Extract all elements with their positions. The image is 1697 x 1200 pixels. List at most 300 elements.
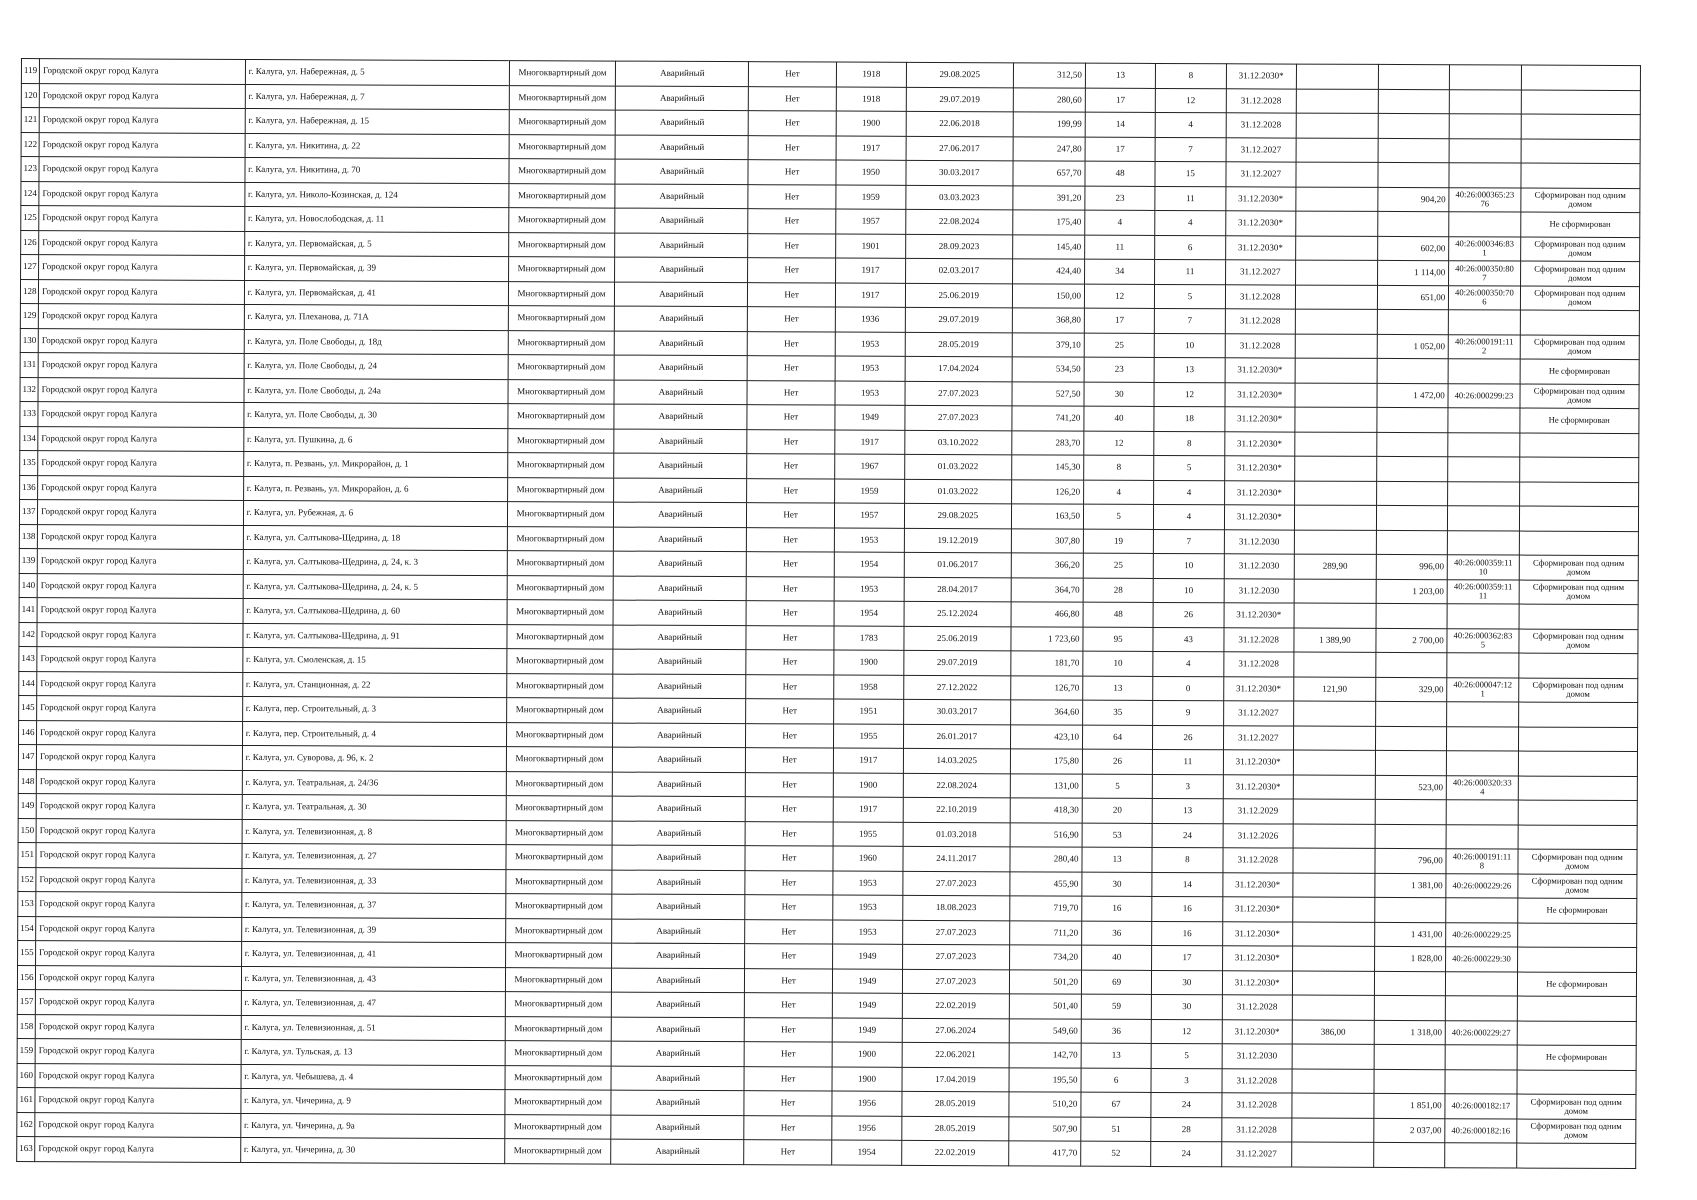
cell-condition: Аварийный (615, 282, 748, 307)
cell-apartments: 11 (1155, 186, 1225, 211)
cell-condition: Аварийный (615, 208, 748, 233)
cell-area-a (1293, 726, 1375, 751)
cell-residents: 69 (1081, 970, 1151, 995)
cell-recognition-date: 28.05.2019 (902, 1091, 1009, 1116)
cell-municipality: Городской округ город Калуга (36, 818, 242, 843)
cell-cadastral-number: 40:26:000359:11 11 (1447, 579, 1518, 604)
cell-condition: Аварийный (614, 380, 747, 405)
cell-resettlement-deadline: 31.12.2026 (1223, 823, 1293, 848)
cell-apartments: 5 (1155, 284, 1225, 309)
cell-area-b: 1 114,00 (1377, 260, 1448, 285)
cell-cadastral-number (1447, 604, 1518, 629)
cell-area-b (1378, 113, 1449, 138)
cell-recognized: Нет (747, 380, 834, 405)
cell-land-status: Сформирован под одним домом (1520, 384, 1640, 409)
cell-apartments: 24 (1151, 1092, 1221, 1117)
cell-row-number: 157 (17, 989, 35, 1014)
cell-condition: Аварийный (615, 159, 748, 184)
cell-municipality: Городской округ город Калуга (36, 769, 242, 794)
cell-recognition-date: 22.08.2024 (903, 773, 1010, 798)
cell-apartments: 9 (1153, 700, 1223, 725)
cell-land-status (1519, 482, 1639, 507)
cell-area: 126,70 (1010, 675, 1083, 700)
cell-area: 516,90 (1010, 822, 1083, 847)
cell-land-status (1518, 825, 1638, 850)
cell-address: г. Калуга, ул. Салтыкова-Щедрина, д. 91 (243, 623, 507, 649)
cell-land-status: Не сформирован (1519, 408, 1639, 433)
cell-cadastral-number: 40:26:000182:17 (1445, 1094, 1516, 1119)
cell-apartments: 14 (1152, 872, 1222, 897)
cell-residents: 40 (1082, 945, 1152, 970)
cell-year-built: 1949 (832, 993, 902, 1018)
cell-area-b (1375, 726, 1446, 751)
cell-municipality: Городской округ город Калуга (37, 720, 243, 745)
cell-year-built: 1900 (836, 111, 906, 136)
cell-residents: 10 (1083, 651, 1153, 676)
cell-land-status (1521, 65, 1641, 90)
cell-building-type: Многоквартирный дом (505, 1065, 612, 1090)
cell-year-built: 1917 (833, 797, 903, 822)
cell-apartments: 24 (1151, 1141, 1221, 1166)
cell-recognized: Нет (745, 944, 832, 969)
cell-municipality: Городской округ город Калуга (35, 1063, 241, 1088)
cell-municipality: Городской округ город Калуга (39, 255, 245, 280)
cell-land-status: Сформирован под одним домом (1518, 678, 1638, 703)
cell-row-number: 147 (18, 744, 36, 769)
cell-condition: Аварийный (614, 551, 747, 576)
cell-area-a (1294, 603, 1376, 628)
cell-resettlement-deadline: 31.12.2027 (1226, 162, 1296, 187)
cell-address: г. Калуга, ул. Тульская, д. 13 (241, 1039, 505, 1065)
cell-year-built: 1917 (836, 136, 906, 161)
cell-recognition-date: 01.03.2018 (903, 822, 1010, 847)
cell-condition: Аварийный (612, 943, 745, 968)
cell-municipality: Городской округ город Калуга (37, 696, 243, 721)
cell-area-a (1294, 505, 1376, 530)
cell-area-b: 2 037,00 (1374, 1118, 1445, 1143)
cell-building-type: Многоквартирный дом (506, 747, 613, 772)
cell-residents: 11 (1085, 235, 1155, 260)
cell-year-built: 1917 (835, 283, 905, 308)
cell-condition: Аварийный (611, 1041, 744, 1066)
cell-area-a (1294, 481, 1376, 506)
cell-row-number: 162 (17, 1112, 35, 1137)
cell-condition: Аварийный (612, 845, 745, 870)
cell-recognition-date: 02.03.2017 (906, 258, 1013, 283)
cell-building-type: Многоквартирный дом (507, 624, 614, 649)
cell-condition: Аварийный (614, 478, 747, 503)
cell-condition: Аварийный (615, 135, 748, 160)
cell-cadastral-number: 40:26:000320:33 4 (1447, 775, 1518, 800)
cell-cadastral-number (1450, 89, 1521, 114)
cell-year-built: 1959 (834, 479, 904, 504)
cell-residents: 13 (1085, 63, 1155, 88)
cell-land-status (1518, 751, 1638, 776)
cell-land-status: Не сформирован (1517, 1045, 1637, 1070)
cell-cadastral-number: 40:26:000229:27 (1445, 1020, 1516, 1045)
cell-address: г. Калуга, ул. Первомайская, д. 41 (244, 280, 508, 306)
cell-residents: 4 (1084, 480, 1154, 505)
cell-resettlement-deadline: 31.12.2027 (1223, 725, 1293, 750)
cell-row-number: 126 (21, 230, 39, 255)
cell-building-type: Многоквартирный дом (509, 183, 616, 208)
cell-area: 364,70 (1011, 577, 1084, 602)
cell-address: г. Калуга, ул. Чичерина, д. 9 (241, 1088, 505, 1114)
cell-year-built: 1900 (833, 773, 903, 798)
cell-recognized: Нет (746, 625, 833, 650)
cell-row-number: 146 (19, 720, 37, 745)
cell-building-type: Многоквартирный дом (505, 1041, 612, 1066)
cell-year-built: 1957 (836, 209, 906, 234)
cell-building-type: Многоквартирный дом (509, 85, 616, 110)
cell-recognized: Нет (748, 258, 835, 283)
cell-row-number: 155 (18, 940, 36, 965)
cell-area-b: 796,00 (1375, 848, 1446, 873)
cell-building-type: Многоквартирный дом (506, 771, 613, 796)
cell-recognition-date: 27.06.2024 (902, 1018, 1009, 1043)
cell-cadastral-number: 40:26:000229:25 (1446, 922, 1517, 947)
cell-building-type: Многоквартирный дом (508, 428, 615, 453)
cell-resettlement-deadline: 31.12.2027 (1221, 1142, 1291, 1167)
cell-row-number: 145 (19, 695, 37, 720)
cell-recognized: Нет (747, 576, 834, 601)
cell-land-status: Не сформирован (1520, 359, 1640, 384)
cell-recognition-date: 27.07.2023 (903, 920, 1010, 945)
cell-municipality: Городской округ город Калуга (39, 59, 245, 84)
cell-cadastral-number: 40:26:000182:16 (1445, 1118, 1516, 1143)
cell-address: г. Калуга, ул. Никитина, д. 70 (245, 157, 509, 183)
cell-row-number: 123 (21, 157, 39, 182)
cell-row-number: 137 (19, 499, 37, 524)
cell-area-b: 1 851,00 (1374, 1093, 1445, 1118)
cell-resettlement-deadline: 31.12.2028 (1223, 848, 1293, 873)
cell-area: 145,30 (1011, 455, 1084, 480)
cell-area-b: 1 052,00 (1377, 334, 1448, 359)
cell-land-status (1517, 996, 1637, 1021)
cell-land-status (1521, 163, 1641, 188)
cell-address: г. Калуга, ул. Чичерина, д. 9а (240, 1113, 504, 1139)
cell-area: 418,30 (1010, 798, 1083, 823)
cell-row-number: 148 (18, 769, 36, 794)
cell-recognized: Нет (747, 478, 834, 503)
cell-area-b (1374, 971, 1445, 996)
cell-recognition-date: 18.08.2023 (903, 895, 1010, 920)
cell-municipality: Городской округ город Калуга (39, 108, 245, 133)
cell-area-a: 289,90 (1294, 554, 1376, 579)
cell-cadastral-number (1447, 751, 1518, 776)
cell-area: 501,40 (1009, 994, 1082, 1019)
cell-building-type: Многоквартирный дом (508, 232, 615, 257)
cell-residents: 28 (1083, 578, 1153, 603)
cell-row-number: 136 (20, 475, 38, 500)
cell-year-built: 1967 (834, 454, 904, 479)
cell-recognized: Нет (749, 111, 836, 136)
cell-residents: 13 (1082, 847, 1152, 872)
cell-row-number: 133 (20, 401, 38, 426)
cell-residents: 6 (1081, 1068, 1151, 1093)
cell-resettlement-deadline: 31.12.2029 (1223, 799, 1293, 824)
cell-cadastral-number (1448, 359, 1519, 384)
cell-row-number: 119 (21, 59, 39, 84)
cell-year-built: 1900 (832, 1042, 902, 1067)
cell-area: 181,70 (1010, 651, 1083, 676)
cell-cadastral-number: 40:26:000350:80 7 (1449, 261, 1520, 286)
cell-condition: Аварийный (613, 625, 746, 650)
cell-recognition-date: 30.03.2017 (904, 699, 1011, 724)
cell-condition: Аварийный (613, 772, 746, 797)
cell-cadastral-number (1445, 1045, 1516, 1070)
cell-row-number: 154 (18, 916, 36, 941)
cell-year-built: 1949 (832, 969, 902, 994)
cell-address: г. Калуга, пер. Строительный, д. 3 (242, 696, 506, 722)
cell-row-number: 125 (21, 206, 39, 231)
cell-area-b: 602,00 (1378, 236, 1449, 261)
cell-residents: 26 (1082, 749, 1152, 774)
cell-building-type: Многоквартирный дом (507, 551, 614, 576)
cell-area: 741,20 (1011, 406, 1084, 431)
cell-recognition-date: 29.07.2019 (905, 307, 1012, 332)
cell-land-status (1518, 727, 1638, 752)
cell-recognized: Нет (749, 62, 836, 87)
cell-recognized: Нет (746, 797, 833, 822)
cell-address: г. Калуга, ул. Набережная, д. 5 (245, 59, 509, 85)
cell-land-status (1520, 310, 1640, 335)
cell-address: г. Калуга, ул. Николо-Козинская, д. 124 (245, 182, 509, 208)
cell-area-b (1377, 407, 1448, 432)
cell-apartments: 4 (1154, 480, 1224, 505)
cell-row-number: 124 (21, 181, 39, 206)
cell-area-a (1292, 971, 1374, 996)
cell-recognized: Нет (745, 1042, 832, 1067)
cell-address: г. Калуга, ул. Чичерина, д. 30 (240, 1137, 504, 1163)
cell-area-a (1296, 64, 1378, 89)
cell-year-built: 1954 (834, 552, 904, 577)
cell-cadastral-number (1447, 726, 1518, 751)
cell-row-number: 128 (20, 279, 38, 304)
cell-municipality: Городской округ город Калуга (39, 132, 245, 157)
cell-recognized: Нет (748, 356, 835, 381)
cell-cadastral-number (1445, 1143, 1516, 1168)
cell-address: г. Калуга, ул. Салтыкова-Щедрина, д. 18 (243, 525, 507, 551)
cell-municipality: Городской округ город Калуга (37, 549, 243, 574)
cell-area-b (1374, 1069, 1445, 1094)
cell-area-a (1295, 260, 1377, 285)
cell-cadastral-number (1448, 481, 1519, 506)
cell-recognized: Нет (745, 870, 832, 895)
cell-apartments: 3 (1151, 1068, 1221, 1093)
cell-municipality: Городской округ город Калуга (38, 500, 244, 525)
cell-building-type: Многоквартирный дом (508, 330, 615, 355)
cell-resettlement-deadline: 31.12.2028 (1222, 995, 1292, 1020)
cell-resettlement-deadline: 31.12.2030* (1225, 235, 1295, 260)
cell-area-a (1296, 89, 1378, 114)
cell-land-status (1517, 923, 1637, 948)
cell-recognized: Нет (748, 307, 835, 332)
cell-residents: 5 (1082, 774, 1152, 799)
cell-building-type: Многоквартирный дом (508, 355, 615, 380)
cell-area-a (1295, 432, 1377, 457)
cell-year-built: 1955 (833, 822, 903, 847)
cell-land-status: Не сформирован (1517, 898, 1637, 923)
cell-row-number: 134 (20, 426, 38, 451)
cell-recognized: Нет (747, 429, 834, 454)
cell-municipality: Городской округ город Калуга (39, 181, 245, 206)
cell-resettlement-deadline: 31.12.2030* (1224, 603, 1294, 628)
cell-cadastral-number (1446, 971, 1517, 996)
cell-condition: Аварийный (614, 527, 747, 552)
cell-address: г. Калуга, ул. Салтыкова-Щедрина, д. 60 (243, 598, 507, 624)
cell-year-built: 1917 (835, 258, 905, 283)
cell-year-built: 1956 (832, 1116, 902, 1141)
cell-municipality: Городской округ город Калуга (37, 573, 243, 598)
cell-resettlement-deadline: 31.12.2028 (1226, 113, 1296, 138)
cell-area: 145,40 (1012, 234, 1085, 259)
cell-apartments: 12 (1154, 382, 1224, 407)
cell-recognized: Нет (746, 650, 833, 675)
cell-apartments: 10 (1153, 578, 1223, 603)
cell-row-number: 159 (17, 1038, 35, 1063)
cell-address: г. Калуга, ул. Телевизионная, д. 43 (241, 966, 505, 992)
cell-apartments: 4 (1155, 112, 1225, 137)
cell-area-b: 1 381,00 (1375, 873, 1446, 898)
cell-municipality: Городской округ город Калуга (35, 1137, 241, 1162)
cell-condition: Аварийный (612, 870, 745, 895)
cell-year-built: 1956 (832, 1091, 902, 1116)
cell-building-type: Многоквартирный дом (508, 257, 615, 282)
cell-condition: Аварийный (614, 502, 747, 527)
cell-recognition-date: 22.06.2018 (906, 111, 1013, 136)
cell-year-built: 1960 (833, 846, 903, 871)
cell-cadastral-number: 40:26:000191:11 2 (1448, 334, 1519, 359)
cell-row-number: 141 (19, 597, 37, 622)
cell-year-built: 1901 (835, 234, 905, 259)
cell-area-a (1294, 652, 1376, 677)
cell-building-type: Многоквартирный дом (505, 1090, 612, 1115)
cell-municipality: Городской округ город Калуга (35, 990, 241, 1015)
cell-cadastral-number (1450, 65, 1521, 90)
cell-building-type: Многоквартирный дом (509, 61, 616, 86)
cell-municipality: Городской округ город Калуга (38, 328, 244, 353)
cell-area: 364,60 (1010, 700, 1083, 725)
cell-land-status (1518, 653, 1638, 678)
cell-area-a (1292, 946, 1374, 971)
cell-building-type: Многоквартирный дом (506, 869, 613, 894)
cell-cadastral-number (1449, 212, 1520, 237)
cell-area: 391,20 (1012, 185, 1085, 210)
cell-cadastral-number (1446, 996, 1517, 1021)
cell-year-built: 1954 (831, 1140, 901, 1165)
cell-land-status (1517, 1070, 1637, 1095)
housing-table (16, 58, 1641, 1169)
cell-recognized: Нет (745, 993, 832, 1018)
cell-recognized: Нет (747, 527, 834, 552)
cell-land-status: Сформирован под одним домом (1520, 188, 1640, 213)
cell-building-type: Многоквартирный дом (508, 379, 615, 404)
cell-area: 417,70 (1008, 1141, 1081, 1166)
cell-year-built: 1953 (832, 920, 902, 945)
cell-address: г. Калуга, ул. Театральная, д. 30 (242, 794, 506, 820)
cell-building-type: Многоквартирный дом (506, 845, 613, 870)
cell-recognized: Нет (748, 184, 835, 209)
cell-municipality: Городской округ город Калуга (37, 524, 243, 549)
cell-area-a (1295, 407, 1377, 432)
cell-row-number: 122 (21, 132, 39, 157)
cell-recognition-date: 28.05.2019 (905, 332, 1012, 357)
cell-land-status: Сформирован под одним домом (1519, 580, 1639, 605)
cell-residents: 20 (1082, 798, 1152, 823)
cell-apartments: 13 (1154, 357, 1224, 382)
cell-area-a (1295, 334, 1377, 359)
cell-recognized: Нет (746, 674, 833, 699)
cell-row-number: 135 (20, 450, 38, 475)
cell-cadastral-number (1449, 310, 1520, 335)
cell-municipality: Городской округ город Калуга (35, 1112, 241, 1137)
cell-row-number: 150 (18, 818, 36, 843)
cell-apartments: 3 (1153, 774, 1223, 799)
cell-recognition-date: 27.07.2023 (903, 944, 1010, 969)
cell-land-status (1519, 506, 1639, 531)
cell-recognized: Нет (746, 748, 833, 773)
cell-residents: 48 (1085, 161, 1155, 186)
cell-area-a (1293, 848, 1375, 873)
cell-building-type: Многоквартирный дом (507, 649, 614, 674)
cell-cadastral-number: 40:26:000191:11 8 (1446, 849, 1517, 874)
cell-area: 163,50 (1011, 504, 1084, 529)
cell-area-a (1293, 873, 1375, 898)
cell-building-type: Многоквартирный дом (505, 1114, 612, 1139)
cell-row-number: 143 (19, 646, 37, 671)
cell-municipality: Городской округ город Калуга (39, 279, 245, 304)
cell-area-a (1292, 1069, 1374, 1094)
cell-resettlement-deadline: 31.12.2030* (1223, 676, 1293, 701)
cell-resettlement-deadline: 31.12.2027 (1225, 260, 1295, 285)
cell-address: г. Калуга, ул. Поле Свободы, д. 30 (244, 402, 508, 428)
cell-recognition-date: 29.08.2025 (905, 503, 1012, 528)
cell-cadastral-number (1447, 702, 1518, 727)
cell-area-b (1374, 995, 1445, 1020)
cell-residents: 30 (1082, 872, 1152, 897)
cell-area-b: 329,00 (1376, 677, 1447, 702)
cell-apartments: 16 (1152, 921, 1222, 946)
cell-municipality: Городской округ город Калуга (38, 402, 244, 427)
cell-row-number: 120 (21, 83, 39, 108)
cell-area-a (1295, 383, 1377, 408)
cell-year-built: 1918 (836, 87, 906, 112)
cell-resettlement-deadline: 31.12.2030* (1224, 407, 1294, 432)
cell-address: г. Калуга, ул. Никитина, д. 22 (245, 133, 509, 159)
cell-condition: Аварийный (612, 968, 745, 993)
cell-row-number: 163 (17, 1136, 35, 1161)
cell-area-a (1293, 701, 1375, 726)
cell-recognized: Нет (749, 135, 836, 160)
cell-area-a: 386,00 (1292, 1020, 1374, 1045)
cell-area-a (1293, 922, 1375, 947)
cell-land-status (1519, 531, 1639, 556)
cell-municipality: Городской округ город Калуга (38, 353, 244, 378)
cell-apartments: 30 (1152, 994, 1222, 1019)
cell-resettlement-deadline: 31.12.2028 (1222, 1068, 1292, 1093)
cell-resettlement-deadline: 31.12.2028 (1226, 88, 1296, 113)
cell-condition: Аварийный (614, 355, 747, 380)
cell-area-b: 523,00 (1375, 775, 1446, 800)
cell-year-built: 1953 (833, 871, 903, 896)
cell-row-number: 130 (20, 328, 38, 353)
cell-recognized: Нет (748, 331, 835, 356)
cell-year-built: 1949 (832, 1018, 902, 1043)
cell-row-number: 132 (20, 377, 38, 402)
cell-area: 424,40 (1012, 259, 1085, 284)
cell-cadastral-number (1445, 1069, 1516, 1094)
